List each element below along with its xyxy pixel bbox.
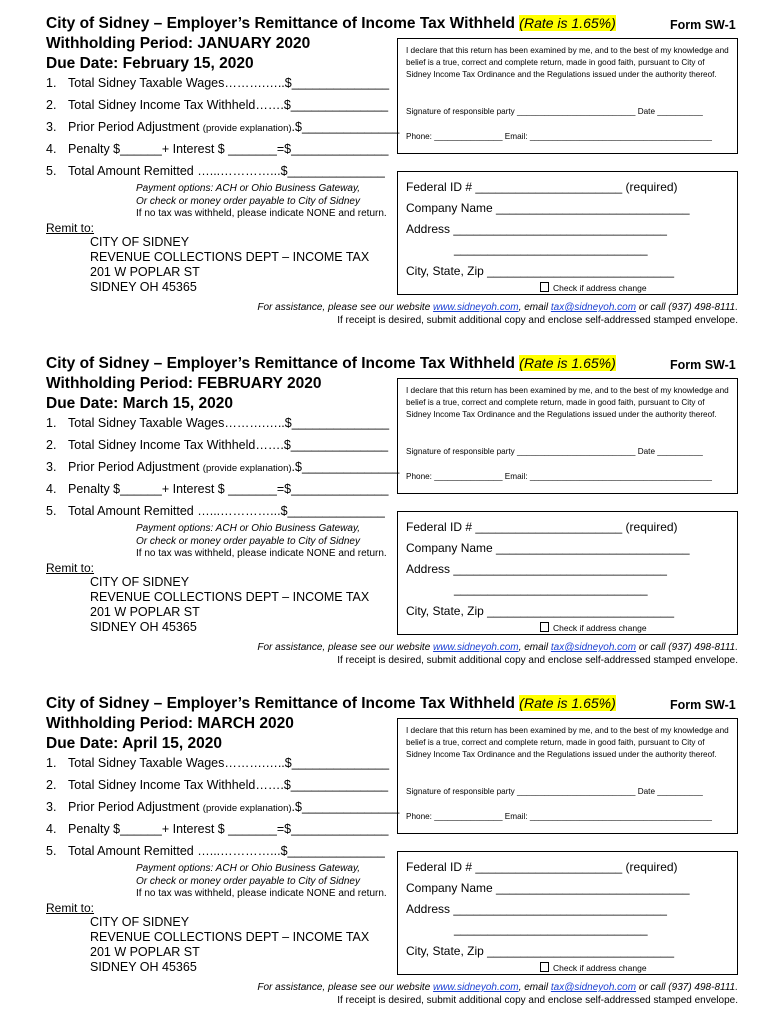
signature-field[interactable]: Signature of responsible party __________________________ Date __________ — [406, 107, 703, 116]
remittance-form-section — [0, 0, 770, 340]
email-link[interactable]: tax@sidneyoh.com — [550, 642, 637, 653]
tax-rate: (Rate is 1.65%) — [519, 355, 616, 371]
company-name-field[interactable]: Company Name _____________________________ — [406, 541, 690, 555]
signature-field[interactable]: Signature of responsible party __________________________ Date __________ — [406, 787, 703, 796]
payment-options: Payment options: ACH or Ohio Business Gateway, Or check or money order payable to City of Sidney If no tax was withheld, please indicate NONE and return. — [136, 183, 387, 219]
address-change-option[interactable]: Check if address change — [540, 962, 647, 973]
address-line2-field[interactable]: _____________________________ — [454, 582, 648, 596]
line-total-remitted[interactable]: 5. Total Amount Remitted …...…………...$______________ — [46, 844, 385, 858]
form-title: City of Sidney – Employer’s Remittance of Income Tax Withheld (Rate is 1.65%) — [46, 355, 616, 372]
form-id: Form SW-1 — [670, 18, 736, 32]
form-title: City of Sidney – Employer’s Remittance of Income Tax Withheld (Rate is 1.65%) — [46, 15, 616, 32]
withholding-period: Withholding Period: JANUARY 2020 — [46, 35, 311, 52]
withholding-period: Withholding Period: MARCH 2020 — [46, 715, 294, 732]
remit-to-label: Remit to: — [46, 221, 95, 235]
due-date: Due Date: February 15, 2020 — [46, 55, 254, 72]
checkbox-icon[interactable] — [540, 282, 549, 292]
form-title: City of Sidney – Employer’s Remittance of Income Tax Withheld (Rate is 1.65%) — [46, 695, 616, 712]
remit-to-label: Remit to: — [46, 561, 95, 575]
line-prior-adjustment[interactable]: 3. Prior Period Adjustment (provide explanation).$______________ — [46, 460, 400, 474]
federal-id-field[interactable]: Federal ID # ______________________ (required) — [406, 520, 678, 534]
address-field[interactable]: Address ________________________________ — [406, 902, 667, 916]
address-field[interactable]: Address ________________________________ — [406, 222, 667, 236]
website-link[interactable]: www.sidneyoh.com — [433, 302, 519, 313]
declaration-box — [397, 378, 738, 494]
line-taxable-wages[interactable]: 1. Total Sidney Taxable Wages……….…..$______________ — [46, 416, 390, 430]
website-link[interactable]: www.sidneyoh.com — [433, 982, 519, 993]
withholding-period: Withholding Period: FEBRUARY 2020 — [46, 375, 322, 392]
address-change-option[interactable]: Check if address change — [540, 622, 647, 633]
line-prior-adjustment[interactable]: 3. Prior Period Adjustment (provide explanation).$______________ — [46, 800, 400, 814]
remittance-form-section — [0, 680, 770, 1020]
address-line2-field[interactable]: _____________________________ — [454, 922, 648, 936]
tax-rate: (Rate is 1.65%) — [519, 695, 616, 711]
remit-address: CITY OF SIDNEY REVENUE COLLECTIONS DEPT – INCOME TAX 201 W POPLAR ST SIDNEY OH 45365 — [90, 915, 370, 974]
receipt-note: If receipt is desired, submit additional copy and enclose self-addressed stamped envelope. — [337, 995, 738, 1006]
checkbox-icon[interactable] — [540, 962, 549, 972]
assistance-note: For assistance, please see our website www.sidneyoh.com, email tax@sidneyoh.com or call (937) 498-8111. — [257, 302, 738, 313]
city-state-zip-field[interactable]: City, State, Zip ____________________________ — [406, 604, 675, 618]
address-field[interactable]: Address ________________________________ — [406, 562, 667, 576]
signature-field[interactable]: Signature of responsible party __________________________ Date __________ — [406, 447, 703, 456]
phone-email-field[interactable]: Phone: _______________ Email: ________________________________________ — [406, 472, 712, 481]
receipt-note: If receipt is desired, submit additional copy and enclose self-addressed stamped envelope. — [337, 315, 738, 326]
remit-address: CITY OF SIDNEY REVENUE COLLECTIONS DEPT – INCOME TAX 201 W POPLAR ST SIDNEY OH 45365 — [90, 235, 370, 294]
form-id: Form SW-1 — [670, 358, 736, 372]
declaration-box — [397, 38, 738, 154]
company-name-field[interactable]: Company Name _____________________________ — [406, 881, 690, 895]
line-prior-adjustment[interactable]: 3. Prior Period Adjustment (provide explanation).$______________ — [46, 120, 400, 134]
line-tax-withheld[interactable]: 2. Total Sidney Income Tax Withheld…….$______________ — [46, 778, 389, 792]
payment-options: Payment options: ACH or Ohio Business Gateway, Or check or money order payable to City of Sidney If no tax was withheld, please indicate NONE and return. — [136, 863, 387, 899]
website-link[interactable]: www.sidneyoh.com — [433, 642, 519, 653]
tax-rate: (Rate is 1.65%) — [519, 15, 616, 31]
federal-id-field[interactable]: Federal ID # ______________________ (required) — [406, 180, 678, 194]
remittance-form-section — [0, 340, 770, 680]
checkbox-icon[interactable] — [540, 622, 549, 632]
phone-email-field[interactable]: Phone: _______________ Email: ________________________________________ — [406, 132, 712, 141]
line-total-remitted[interactable]: 5. Total Amount Remitted …...…………...$______________ — [46, 504, 385, 518]
due-date: Due Date: March 15, 2020 — [46, 395, 233, 412]
employer-info-box — [397, 511, 738, 635]
employer-info-box — [397, 171, 738, 295]
form-id: Form SW-1 — [670, 698, 736, 712]
assistance-note: For assistance, please see our website www.sidneyoh.com, email tax@sidneyoh.com or call (937) 498-8111. — [257, 982, 738, 993]
declaration-box — [397, 718, 738, 834]
city-state-zip-field[interactable]: City, State, Zip ____________________________ — [406, 264, 675, 278]
city-state-zip-field[interactable]: City, State, Zip ____________________________ — [406, 944, 675, 958]
address-line2-field[interactable]: _____________________________ — [454, 242, 648, 256]
declaration-text: I declare that this return has been examined by me, and to the best of my knowledge and belief is a true, correct and complete return, made in good faith, pursuant to City of Sidney Income Tax Ordinance and the Regulations issued under the authority thereof. — [406, 726, 729, 759]
line-taxable-wages[interactable]: 1. Total Sidney Taxable Wages……….…..$______________ — [46, 76, 390, 90]
employer-info-box — [397, 851, 738, 975]
remit-address: CITY OF SIDNEY REVENUE COLLECTIONS DEPT – INCOME TAX 201 W POPLAR ST SIDNEY OH 45365 — [90, 575, 370, 634]
payment-options: Payment options: ACH or Ohio Business Gateway, Or check or money order payable to City of Sidney If no tax was withheld, please indicate NONE and return. — [136, 523, 387, 559]
line-penalty-interest[interactable]: 4. Penalty $______+ Interest $ _______=$______________ — [46, 142, 389, 156]
due-date: Due Date: April 15, 2020 — [46, 735, 223, 752]
receipt-note: If receipt is desired, submit additional copy and enclose self-addressed stamped envelope. — [337, 655, 738, 666]
company-name-field[interactable]: Company Name _____________________________ — [406, 201, 690, 215]
email-link[interactable]: tax@sidneyoh.com — [550, 982, 637, 993]
assistance-note: For assistance, please see our website www.sidneyoh.com, email tax@sidneyoh.com or call (937) 498-8111. — [257, 642, 738, 653]
email-link[interactable]: tax@sidneyoh.com — [550, 302, 637, 313]
declaration-text: I declare that this return has been examined by me, and to the best of my knowledge and belief is a true, correct and complete return, made in good faith, pursuant to City of Sidney Income Tax Ordinance and the Regulations issued under the authority thereof. — [406, 46, 729, 79]
line-penalty-interest[interactable]: 4. Penalty $______+ Interest $ _______=$______________ — [46, 482, 389, 496]
line-tax-withheld[interactable]: 2. Total Sidney Income Tax Withheld…….$______________ — [46, 438, 389, 452]
address-change-option[interactable]: Check if address change — [540, 282, 647, 293]
declaration-text: I declare that this return has been examined by me, and to the best of my knowledge and belief is a true, correct and complete return, made in good faith, pursuant to City of Sidney Income Tax Ordinance and the Regulations issued under the authority thereof. — [406, 386, 729, 419]
federal-id-field[interactable]: Federal ID # ______________________ (required) — [406, 860, 678, 874]
remit-to-label: Remit to: — [46, 901, 95, 915]
phone-email-field[interactable]: Phone: _______________ Email: ________________________________________ — [406, 812, 712, 821]
line-penalty-interest[interactable]: 4. Penalty $______+ Interest $ _______=$______________ — [46, 822, 389, 836]
line-taxable-wages[interactable]: 1. Total Sidney Taxable Wages……….…..$______________ — [46, 756, 390, 770]
line-tax-withheld[interactable]: 2. Total Sidney Income Tax Withheld…….$______________ — [46, 98, 389, 112]
line-total-remitted[interactable]: 5. Total Amount Remitted …...…………...$______________ — [46, 164, 385, 178]
